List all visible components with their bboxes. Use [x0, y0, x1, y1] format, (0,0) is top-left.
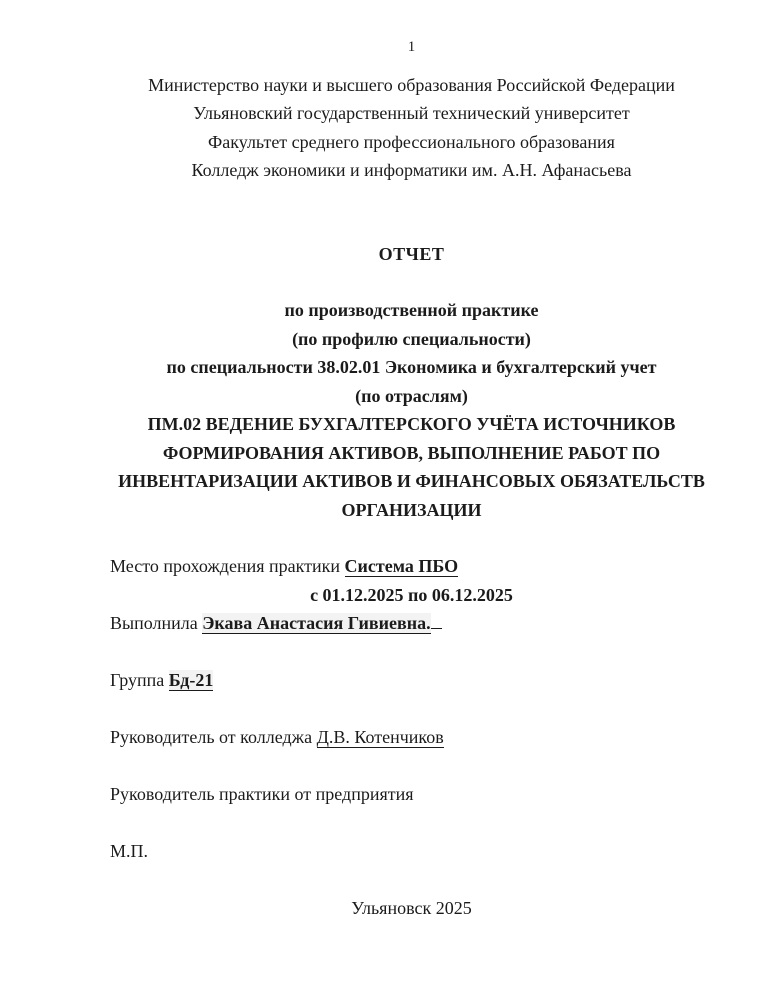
report-subtitle-block	[110, 296, 713, 524]
group-value: Бд-21	[168, 670, 214, 690]
faculty-line: Факультет среднего профессионального образования	[208, 131, 615, 152]
practice-place-row	[110, 552, 713, 581]
module-title-line-1: ПМ.02 ВЕДЕНИЕ БУХГАЛТЕРСКОГО УЧЁТА ИСТОЧНИКОВ	[147, 414, 676, 434]
performed-by-label: Выполнила	[110, 613, 198, 633]
practice-place-value: Система ПБО	[344, 556, 459, 576]
page-number: 1	[407, 39, 416, 55]
module-title-line-3: ИНВЕНТАРИЗАЦИИ АКТИВОВ И ФИНАНСОВЫХ ОБЯЗАТЕЛЬСТВ	[118, 471, 705, 491]
practice-place-label: Место прохождения практики	[110, 556, 341, 576]
performed-by-row	[110, 609, 713, 638]
institution-header	[110, 71, 713, 185]
practice-dates: с 01.12.2025 по 06.12.2025	[310, 584, 513, 605]
ministry-line: Министерство науки и высшего образования Российской Федерации	[148, 74, 675, 95]
enterprise-supervisor-row: Руководитель практики от предприятия	[110, 784, 414, 804]
module-title-line-2: ФОРМИРОВАНИЯ АКТИВОВ, ВЫПОЛНЕНИЕ РАБОТ ПО	[162, 442, 661, 463]
practice-fields	[110, 552, 713, 923]
underline-extension	[431, 628, 442, 629]
specialty-profile-line: (по профилю специальности)	[292, 328, 531, 349]
performed-by-value: Экава Анастасия Гивиевна.	[202, 613, 431, 633]
stamp-place-label: М.П.	[110, 841, 149, 861]
specialty-code-line: по специальности 38.02.01 Экономика и бухгалтерский учет	[166, 357, 657, 377]
group-row	[110, 666, 713, 695]
group-label: Группа	[110, 670, 165, 690]
college-line: Колледж экономики и информатики им. А.Н. Афанасьева	[191, 160, 632, 180]
college-supervisor-row	[110, 723, 713, 752]
module-title-line-4: ОРГАНИЗАЦИИ	[341, 499, 482, 520]
city-year-line: Ульяновск 2025	[351, 898, 472, 918]
college-supervisor-value: Д.В. Котенчиков	[316, 727, 444, 747]
report-title: ОТЧЕТ	[378, 243, 445, 264]
industry-line: (по отраслям)	[355, 385, 468, 406]
college-supervisor-label: Руководитель от колледжа	[110, 727, 313, 747]
university-line: Ульяновский государственный технический университет	[193, 103, 630, 123]
practice-type-line: по производственной практике	[284, 300, 539, 320]
